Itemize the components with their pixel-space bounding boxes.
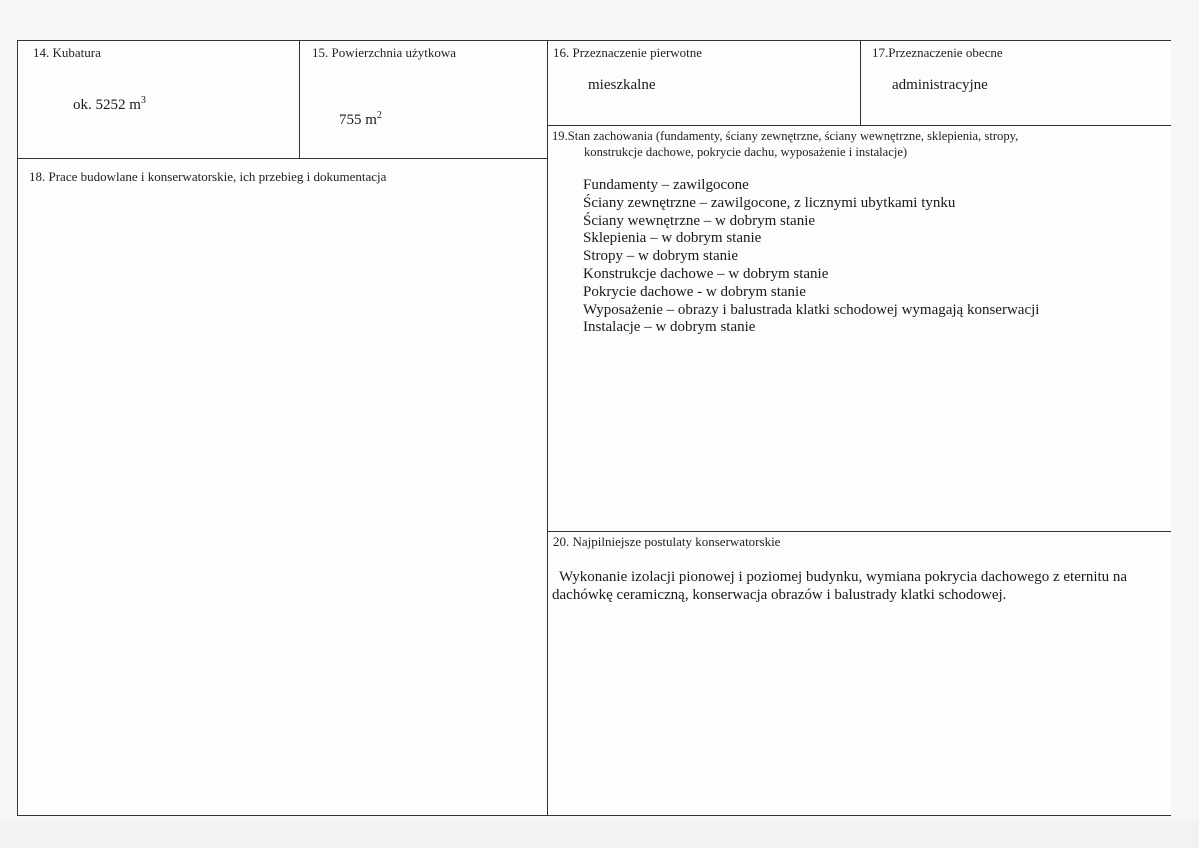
postulaty-text: Wykonanie izolacji pionowej i poziomej budynku, wymiana pokrycia dachowego z eternitu na dachówkę ceramiczną, konserwacja obrazów i balustrady klatki schodowej. — [552, 569, 1128, 603]
powierzchnia-value — [339, 107, 382, 129]
prace-budowlane-label: 18. Prace budowlane i konserwatorskie, ich przebieg i dokumentacja — [29, 169, 387, 184]
stan-item-instalacje: Instalacje – w dobrym stanie — [583, 319, 756, 336]
przeznaczenie-pierwotne-value: mieszkalne — [588, 77, 656, 93]
stan-zachowania-label-line2: konstrukcje dachowe, pokrycie dachu, wyposażenie i instalacje) — [584, 145, 908, 159]
page-bottom-edge — [0, 820, 1199, 848]
stan-item-stropy: Stropy – w dobrym stanie — [583, 248, 738, 265]
divider-row-16-19 — [547, 125, 1171, 126]
divider-row-14-18 — [17, 158, 548, 159]
stan-item-konstrukcje-dachowe: Konstrukcje dachowe – w dobrym stanie — [583, 265, 829, 282]
stan-item-sciany-wewnetrzne: Ściany wewnętrzne – w dobrym stanie — [583, 212, 816, 229]
divider-left-right — [547, 40, 548, 816]
kubatura-value — [73, 92, 146, 114]
przeznaczenie-obecne-label: 17.Przeznaczenie obecne — [872, 45, 1003, 60]
frame-bottom-border — [17, 815, 1171, 816]
powierzchnia-label: 15. Powierzchnia użytkowa — [312, 45, 457, 60]
divider-14-15 — [299, 40, 300, 158]
stan-item-sklepienia: Sklepienia – w dobrym stanie — [583, 230, 762, 247]
kubatura-label: 14. Kubatura — [33, 45, 101, 60]
stan-item-sciany-zewnetrzne: Ściany zewnętrzne – zawilgocone, z licznymi ubytkami tynku — [583, 194, 956, 211]
stan-item-pokrycie-dachowe: Pokrycie dachowe - w dobrym stanie — [583, 283, 806, 300]
conservation-record-form — [17, 40, 1171, 816]
stan-item-wyposazenie: Wyposażenie – obrazy i balustrada klatki schodowej wymagają konserwacji — [583, 301, 1040, 318]
kubatura-number: ok. 5252 m — [73, 97, 141, 113]
divider-16-17 — [860, 40, 861, 125]
divider-row-19-20 — [547, 531, 1171, 532]
przeznaczenie-pierwotne-label: 16. Przeznaczenie pierwotne — [553, 45, 703, 60]
stan-zachowania-list — [583, 177, 1039, 337]
kubatura-unit-exponent: 3 — [140, 95, 146, 106]
powierzchnia-number: 755 m — [339, 112, 377, 128]
stan-item-fundamenty: Fundamenty – zawilgocone — [583, 177, 749, 193]
postulaty-label: 20. Najpilniejsze postulaty konserwatorskie — [553, 534, 781, 549]
stan-zachowania-label-line1: 19.Stan zachowania (fundamenty, ściany zewnętrzne, ściany wewnętrzne, sklepienia, stropy, — [552, 129, 1019, 143]
przeznaczenie-obecne-value: administracyjne — [892, 77, 988, 93]
powierzchnia-unit-exponent: 2 — [376, 110, 382, 121]
frame-top-border — [17, 40, 1171, 41]
frame-left-border — [17, 40, 18, 816]
